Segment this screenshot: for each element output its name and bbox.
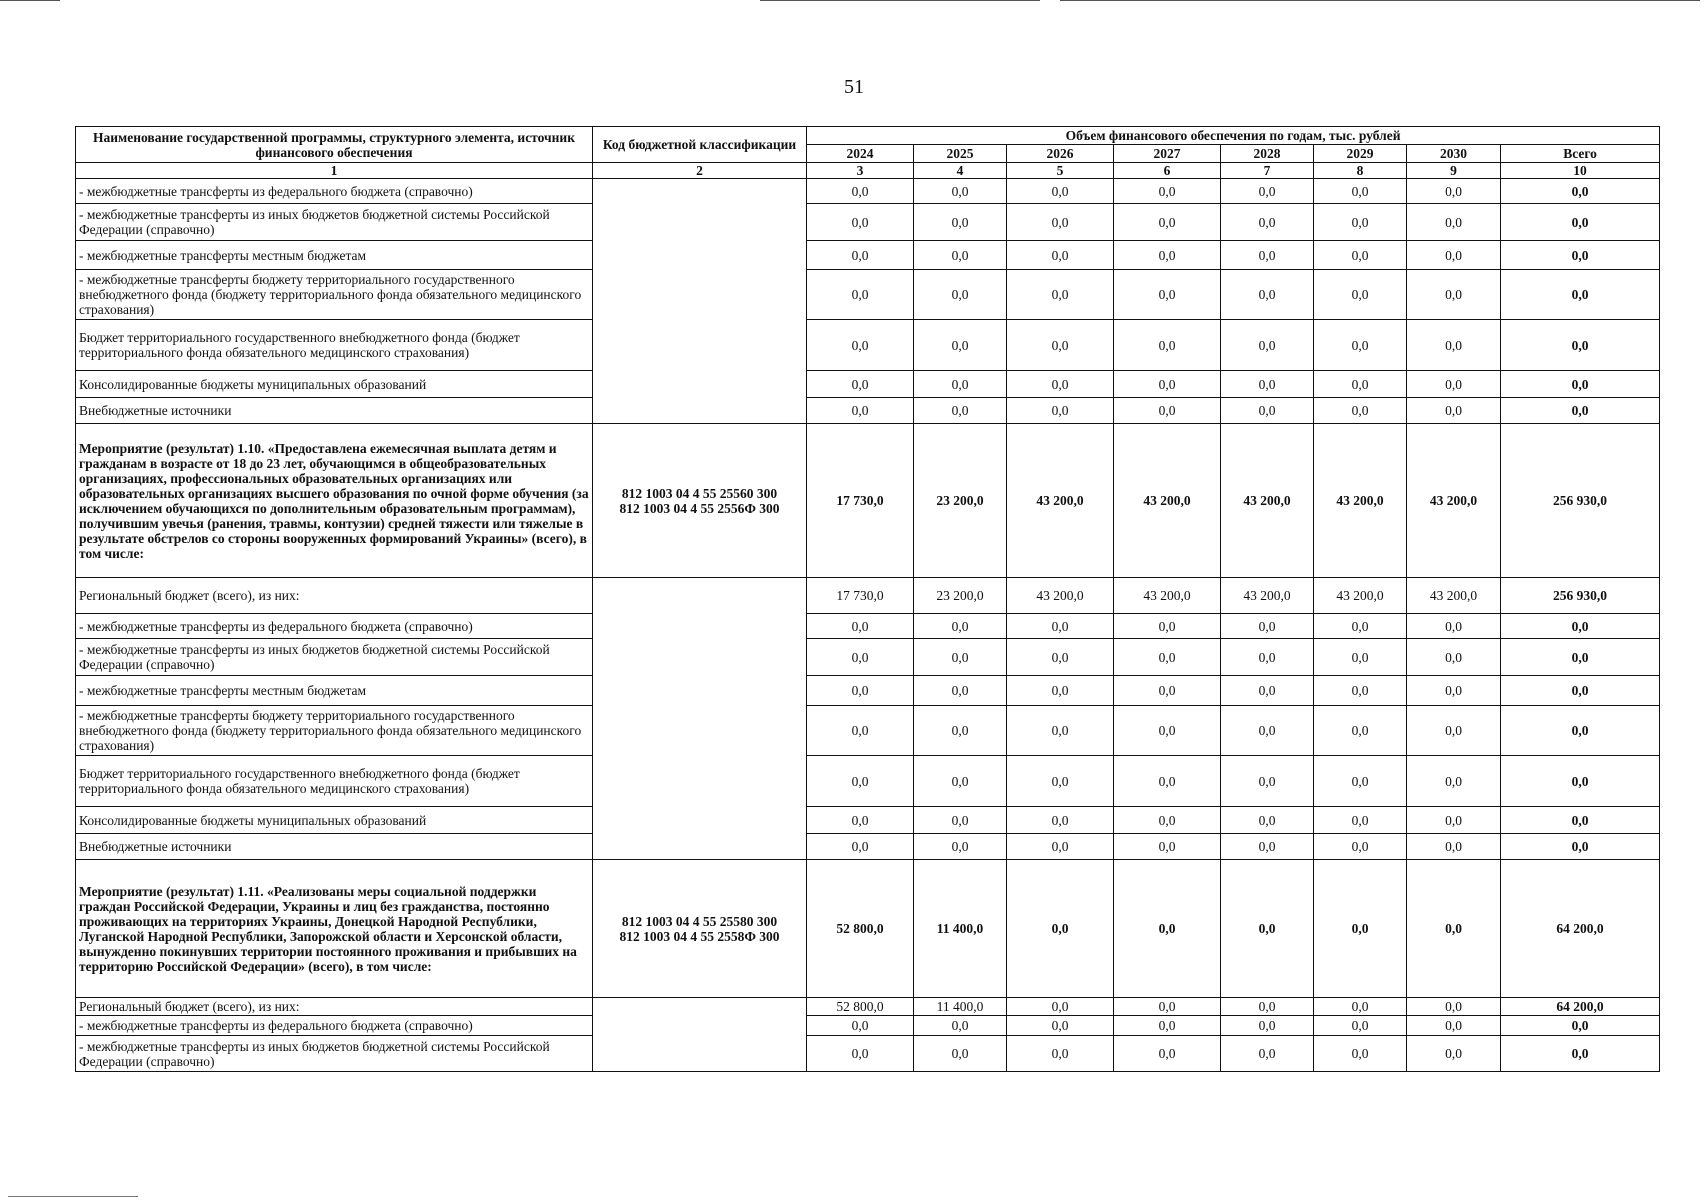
- year-value: 0,0: [1007, 270, 1114, 320]
- year-value: 0,0: [1007, 756, 1114, 807]
- row-total: 64 200,0: [1501, 860, 1660, 998]
- table-row: [76, 578, 1660, 614]
- year-value: 0,0: [1114, 1016, 1221, 1036]
- year-value: 0,0: [1314, 320, 1407, 371]
- year-value: 0,0: [1314, 398, 1407, 424]
- year-value: 0,0: [1314, 706, 1407, 756]
- top-rule-right: [1060, 0, 1700, 1]
- table-row: [76, 398, 1660, 424]
- year-value: 11 400,0: [914, 860, 1007, 998]
- year-value: 0,0: [807, 614, 914, 639]
- year-value: 0,0: [807, 1016, 914, 1036]
- table-row: [76, 834, 1660, 860]
- year-value: 0,0: [1221, 398, 1314, 424]
- year-value: 0,0: [1114, 834, 1221, 860]
- row-name: - межбюджетные трансферты местным бюджетам: [76, 676, 593, 706]
- table-row: [76, 1016, 1660, 1036]
- year-value: 0,0: [1221, 204, 1314, 241]
- header-code: Код бюджетной классификации: [593, 127, 807, 163]
- row-total: 0,0: [1501, 614, 1660, 639]
- year-value: 52 800,0: [807, 998, 914, 1016]
- row-name: Бюджет территориального государственного внебюджетного фонда (бюджет территориального фонда обязательного медицинского страхования): [76, 756, 593, 807]
- table-row: [76, 179, 1660, 204]
- row-total: 0,0: [1501, 270, 1660, 320]
- year-value: 0,0: [807, 1036, 914, 1072]
- year-value: 0,0: [1007, 179, 1114, 204]
- row-total: 0,0: [1501, 320, 1660, 371]
- year-value: 0,0: [807, 371, 914, 398]
- year-value: 0,0: [1007, 398, 1114, 424]
- row-total: 256 930,0: [1501, 424, 1660, 578]
- row-total: 0,0: [1501, 241, 1660, 270]
- year-value: 0,0: [914, 807, 1007, 834]
- year-value: 0,0: [1314, 204, 1407, 241]
- row-total: 64 200,0: [1501, 998, 1660, 1016]
- year-value: 0,0: [1407, 204, 1501, 241]
- row-total: 256 930,0: [1501, 578, 1660, 614]
- year-value: 0,0: [1221, 270, 1314, 320]
- budget-code: 812 1003 04 4 55 25580 300 812 1003 04 4 55 2558Ф 300: [593, 860, 807, 998]
- year-value: 0,0: [1314, 998, 1407, 1016]
- year-value: 0,0: [1407, 834, 1501, 860]
- budget-code: 812 1003 04 4 55 25560 300 812 1003 04 4 55 2556Ф 300: [593, 424, 807, 578]
- year-value: 0,0: [1314, 1016, 1407, 1036]
- header-year: 2027: [1114, 145, 1221, 163]
- measure-row: [76, 860, 1660, 998]
- year-value: 0,0: [807, 320, 914, 371]
- year-value: 43 200,0: [1007, 424, 1114, 578]
- header-volume: Объем финансового обеспечения по годам, тыс. рублей: [807, 127, 1660, 145]
- year-value: 0,0: [914, 179, 1007, 204]
- table-header: [76, 127, 1660, 179]
- column-index: 6: [1114, 163, 1221, 179]
- year-value: 52 800,0: [807, 860, 914, 998]
- year-value: 0,0: [1114, 204, 1221, 241]
- year-value: 0,0: [1314, 371, 1407, 398]
- year-value: 0,0: [1114, 241, 1221, 270]
- year-value: 0,0: [914, 756, 1007, 807]
- column-index: 1: [76, 163, 593, 179]
- year-value: 0,0: [1007, 706, 1114, 756]
- top-rule-mid: [760, 0, 1040, 1]
- year-value: 0,0: [1314, 1036, 1407, 1072]
- year-value: 0,0: [1314, 756, 1407, 807]
- year-value: 0,0: [914, 1016, 1007, 1036]
- row-total: 0,0: [1501, 756, 1660, 807]
- table-row: [76, 241, 1660, 270]
- year-value: 0,0: [1221, 756, 1314, 807]
- row-total: 0,0: [1501, 807, 1660, 834]
- year-value: 0,0: [1221, 1036, 1314, 1072]
- year-value: 0,0: [807, 756, 914, 807]
- year-value: 0,0: [1407, 998, 1501, 1016]
- year-value: 0,0: [807, 179, 914, 204]
- year-value: 0,0: [807, 398, 914, 424]
- budget-code: [593, 998, 807, 1072]
- year-value: 0,0: [1407, 398, 1501, 424]
- year-value: 0,0: [807, 834, 914, 860]
- year-value: 11 400,0: [914, 998, 1007, 1016]
- year-value: 43 200,0: [1007, 578, 1114, 614]
- row-name: - межбюджетные трансферты бюджету территориального государственного внебюджетного фонда (бюджету территориального фонда обязательного медицинского страхования): [76, 270, 593, 320]
- year-value: 0,0: [1314, 676, 1407, 706]
- row-total: 0,0: [1501, 1036, 1660, 1072]
- table-row: [76, 1036, 1660, 1072]
- year-value: 0,0: [1114, 676, 1221, 706]
- year-value: 0,0: [1007, 204, 1114, 241]
- row-name: - межбюджетные трансферты местным бюджетам: [76, 241, 593, 270]
- year-value: 43 200,0: [1114, 578, 1221, 614]
- year-value: 17 730,0: [807, 578, 914, 614]
- row-name: - межбюджетные трансферты из федерального бюджета (справочно): [76, 179, 593, 204]
- year-value: 0,0: [1407, 807, 1501, 834]
- year-value: 0,0: [1221, 614, 1314, 639]
- year-value: 0,0: [1407, 320, 1501, 371]
- year-value: 17 730,0: [807, 424, 914, 578]
- top-rule-left: [0, 0, 60, 1]
- year-value: 0,0: [1221, 241, 1314, 270]
- row-name: - межбюджетные трансферты из иных бюджетов бюджетной системы Российской Федерации (справочно): [76, 204, 593, 241]
- row-name: Консолидированные бюджеты муниципальных образований: [76, 371, 593, 398]
- year-value: 0,0: [914, 371, 1007, 398]
- year-value: 0,0: [1114, 371, 1221, 398]
- year-value: 43 200,0: [1314, 578, 1407, 614]
- year-value: 0,0: [1114, 706, 1221, 756]
- year-value: 0,0: [1314, 834, 1407, 860]
- year-value: 0,0: [1314, 241, 1407, 270]
- year-value: 0,0: [1007, 676, 1114, 706]
- year-value: 23 200,0: [914, 578, 1007, 614]
- year-value: 0,0: [1407, 756, 1501, 807]
- year-value: 0,0: [807, 204, 914, 241]
- row-name: Бюджет территориального государственного внебюджетного фонда (бюджет территориального фонда обязательного медицинского страхования): [76, 320, 593, 371]
- year-value: 0,0: [1407, 1016, 1501, 1036]
- year-value: 0,0: [1114, 398, 1221, 424]
- year-value: 0,0: [1007, 998, 1114, 1016]
- year-value: 0,0: [914, 639, 1007, 676]
- row-name: Внебюджетные источники: [76, 398, 593, 424]
- header-year: 2029: [1314, 145, 1407, 163]
- row-name: - межбюджетные трансферты из иных бюджетов бюджетной системы Российской Федерации (справочно): [76, 639, 593, 676]
- year-value: 0,0: [914, 706, 1007, 756]
- year-value: 0,0: [807, 241, 914, 270]
- year-value: 0,0: [1114, 270, 1221, 320]
- year-value: 0,0: [914, 241, 1007, 270]
- year-value: 0,0: [1221, 706, 1314, 756]
- row-total: 0,0: [1501, 204, 1660, 241]
- row-name: Мероприятие (результат) 1.11. «Реализованы меры социальной поддержки граждан Российской Федерации, Украины и лиц без гражданства, постоянно проживающих на территориях Украины, Донецкой Народной Республики, Луганской Народной Республики, Запорожской области и Херсонской области, вынужденно покинувших территории постоянного проживания и прибывших на территорию Российской Федерации» (всего), в том числе:: [76, 860, 593, 998]
- year-value: 0,0: [1221, 807, 1314, 834]
- header-year: 2028: [1221, 145, 1314, 163]
- year-value: 0,0: [1221, 834, 1314, 860]
- year-value: 0,0: [914, 834, 1007, 860]
- table-row: [76, 639, 1660, 676]
- table-row: [76, 998, 1660, 1016]
- year-value: 0,0: [1407, 241, 1501, 270]
- year-value: 0,0: [1007, 1036, 1114, 1072]
- row-name: - межбюджетные трансферты из иных бюджетов бюджетной системы Российской Федерации (справочно): [76, 1036, 593, 1072]
- year-value: 0,0: [1007, 807, 1114, 834]
- header-name: Наименование государственной программы, структурного элемента, источник финансового обеспечения: [76, 127, 593, 163]
- year-value: 43 200,0: [1314, 424, 1407, 578]
- year-value: 0,0: [1007, 371, 1114, 398]
- year-value: 0,0: [1407, 676, 1501, 706]
- column-index: 4: [914, 163, 1007, 179]
- column-index: 8: [1314, 163, 1407, 179]
- row-total: 0,0: [1501, 676, 1660, 706]
- table-row: [76, 807, 1660, 834]
- table-row: [76, 270, 1660, 320]
- year-value: 0,0: [1407, 371, 1501, 398]
- year-value: 0,0: [1407, 614, 1501, 639]
- column-index: 3: [807, 163, 914, 179]
- year-value: 0,0: [1221, 998, 1314, 1016]
- year-value: 0,0: [1114, 860, 1221, 998]
- year-value: 0,0: [1007, 241, 1114, 270]
- year-value: 0,0: [807, 676, 914, 706]
- year-value: 0,0: [1114, 1036, 1221, 1072]
- row-name: Региональный бюджет (всего), из них:: [76, 578, 593, 614]
- column-index: 2: [593, 163, 807, 179]
- year-value: 0,0: [1314, 860, 1407, 998]
- year-value: 0,0: [914, 204, 1007, 241]
- table-row: [76, 371, 1660, 398]
- row-name: Внебюджетные источники: [76, 834, 593, 860]
- column-index: 5: [1007, 163, 1114, 179]
- year-value: 43 200,0: [1407, 424, 1501, 578]
- year-value: 0,0: [1114, 756, 1221, 807]
- year-value: 0,0: [807, 706, 914, 756]
- financing-table: [75, 126, 1660, 1072]
- row-name: Мероприятие (результат) 1.10. «Предоставлена ежемесячная выплата детям и гражданам в возрасте от 18 до 23 лет, обучающимся в общеобразовательных организациях, профессиональных образовательных организациях или образовательных организациях высшего образования по очной форме обучения (за исключением обучающихся по дополнительным образовательным программам), получившим увечья (ранения, травмы, контузии) средней тяжести или тяжелые в результате обстрелов со стороны вооруженных формирований Украины» (всего), в том числе:: [76, 424, 593, 578]
- table-row: [76, 756, 1660, 807]
- year-value: 0,0: [914, 270, 1007, 320]
- year-value: 0,0: [1007, 1016, 1114, 1036]
- column-index: 10: [1501, 163, 1660, 179]
- year-value: 0,0: [1314, 270, 1407, 320]
- year-value: 0,0: [914, 614, 1007, 639]
- year-value: 0,0: [1114, 179, 1221, 204]
- row-name: - межбюджетные трансферты из федерального бюджета (справочно): [76, 1016, 593, 1036]
- page-number: 51: [844, 76, 864, 98]
- year-value: 0,0: [1221, 639, 1314, 676]
- year-value: 0,0: [1221, 676, 1314, 706]
- table-row: [76, 320, 1660, 371]
- year-value: 0,0: [1314, 639, 1407, 676]
- year-value: 0,0: [1221, 860, 1314, 998]
- year-value: 0,0: [807, 270, 914, 320]
- table-body: [76, 179, 1660, 1072]
- year-value: 0,0: [1407, 1036, 1501, 1072]
- year-value: 0,0: [914, 398, 1007, 424]
- table-row: [76, 706, 1660, 756]
- year-value: 0,0: [1114, 998, 1221, 1016]
- year-value: 43 200,0: [1221, 424, 1314, 578]
- year-value: 0,0: [1007, 639, 1114, 676]
- year-value: 0,0: [1221, 1016, 1314, 1036]
- year-value: 0,0: [1114, 320, 1221, 371]
- column-index: 7: [1221, 163, 1314, 179]
- year-value: 0,0: [1007, 320, 1114, 371]
- measure-row: [76, 424, 1660, 578]
- column-index: 9: [1407, 163, 1501, 179]
- row-total: 0,0: [1501, 706, 1660, 756]
- year-value: 0,0: [807, 807, 914, 834]
- year-value: 0,0: [807, 639, 914, 676]
- year-value: 0,0: [1114, 639, 1221, 676]
- row-total: 0,0: [1501, 1016, 1660, 1036]
- year-value: 43 200,0: [1114, 424, 1221, 578]
- budget-code: [593, 179, 807, 424]
- header-year: 2024: [807, 145, 914, 163]
- year-value: 0,0: [1221, 320, 1314, 371]
- header-total: Всего: [1501, 145, 1660, 163]
- header-year: 2030: [1407, 145, 1501, 163]
- row-name: Региональный бюджет (всего), из них:: [76, 998, 593, 1016]
- table-row: [76, 676, 1660, 706]
- year-value: 43 200,0: [1221, 578, 1314, 614]
- row-total: 0,0: [1501, 834, 1660, 860]
- row-total: 0,0: [1501, 371, 1660, 398]
- table-row: [76, 204, 1660, 241]
- year-value: 0,0: [1221, 371, 1314, 398]
- year-value: 0,0: [1314, 614, 1407, 639]
- header-year: 2025: [914, 145, 1007, 163]
- year-value: 43 200,0: [1407, 578, 1501, 614]
- header-year: 2026: [1007, 145, 1114, 163]
- year-value: 0,0: [1407, 860, 1501, 998]
- year-value: 0,0: [1407, 639, 1501, 676]
- year-value: 23 200,0: [914, 424, 1007, 578]
- budget-code: [593, 578, 807, 860]
- year-value: 0,0: [1314, 179, 1407, 204]
- year-value: 0,0: [1407, 270, 1501, 320]
- table-row: [76, 614, 1660, 639]
- footnote-rule: [8, 1196, 138, 1197]
- year-value: 0,0: [1007, 614, 1114, 639]
- year-value: 0,0: [914, 676, 1007, 706]
- year-value: 0,0: [1221, 179, 1314, 204]
- year-value: 0,0: [1007, 860, 1114, 998]
- year-value: 0,0: [914, 1036, 1007, 1072]
- year-value: 0,0: [1314, 807, 1407, 834]
- row-name: - межбюджетные трансферты бюджету территориального государственного внебюджетного фонда (бюджету территориального фонда обязательного медицинского страхования): [76, 706, 593, 756]
- row-total: 0,0: [1501, 398, 1660, 424]
- year-value: 0,0: [1407, 706, 1501, 756]
- row-total: 0,0: [1501, 179, 1660, 204]
- row-name: - межбюджетные трансферты из федерального бюджета (справочно): [76, 614, 593, 639]
- row-name: Консолидированные бюджеты муниципальных образований: [76, 807, 593, 834]
- row-total: 0,0: [1501, 639, 1660, 676]
- year-value: 0,0: [1007, 834, 1114, 860]
- year-value: 0,0: [1407, 179, 1501, 204]
- year-value: 0,0: [914, 320, 1007, 371]
- year-value: 0,0: [1114, 614, 1221, 639]
- year-value: 0,0: [1114, 807, 1221, 834]
